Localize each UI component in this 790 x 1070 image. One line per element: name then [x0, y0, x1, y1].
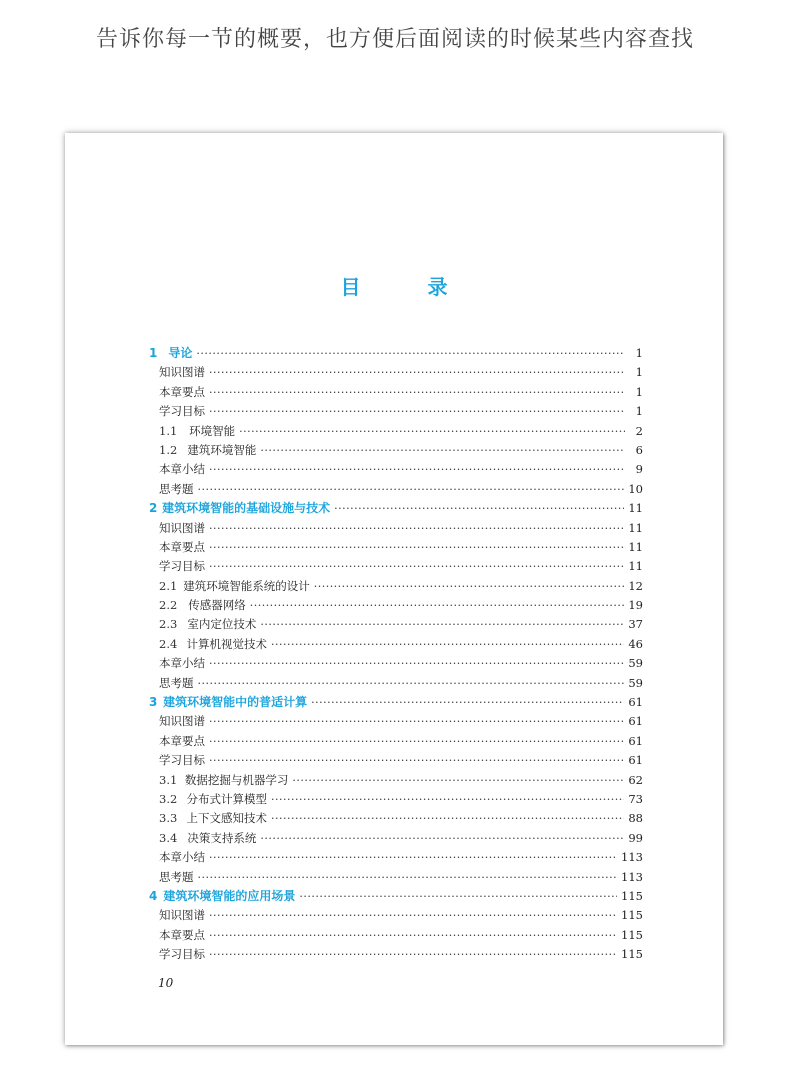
toc-entry-label: 本章要点 [159, 539, 205, 554]
toc-entry-number: 3 [149, 695, 158, 710]
toc-page-number: 1 [635, 365, 643, 380]
toc-entry-number: 3.1 [159, 772, 178, 787]
toc-page-number: 113 [621, 869, 643, 884]
toc-page-number: 115 [621, 888, 643, 903]
toc-leader-dots [260, 829, 624, 848]
toc-item-entry [149, 868, 643, 887]
toc-leader-dots [209, 383, 625, 402]
toc-entry-number: 1 [149, 346, 158, 360]
toc-leader-dots [209, 712, 624, 731]
toc-page-number: 10 [628, 481, 643, 496]
toc-entry-label: 思考题 [159, 481, 194, 496]
toc-entry-label: 建筑环境智能的基础设施与技术 [162, 501, 331, 516]
toc-entry-label: 本章小结 [159, 462, 205, 477]
toc-page-number: 46 [628, 636, 643, 651]
toc-page-number: 12 [628, 578, 643, 593]
toc-page-number: 11 [628, 559, 643, 574]
toc-section-entry [149, 596, 643, 615]
toc-leader-dots [314, 577, 625, 596]
toc-item-entry [149, 712, 643, 731]
toc-item-entry [149, 538, 643, 557]
toc-section-entry [149, 615, 643, 634]
toc-leader-dots [209, 906, 617, 925]
toc-entry-label: 建筑环境智能的应用场景 [163, 888, 296, 903]
toc-section-entry [149, 790, 643, 809]
toc-leader-dots [209, 557, 624, 576]
toc-item-entry [149, 654, 643, 673]
toc-entry-label: 传感器网络 [188, 598, 246, 613]
toc-entry-label: 知识图谱 [159, 714, 205, 729]
toc-leader-dots [209, 751, 624, 770]
toc-entry-number: 2 [149, 501, 158, 516]
toc-entry-label: 知识图谱 [159, 520, 205, 535]
toc-section-entry [149, 809, 643, 828]
toc-entry-label: 本章小结 [159, 850, 205, 865]
toc-section-entry [149, 771, 643, 790]
toc-leader-dots [271, 790, 624, 809]
toc-page-number: 73 [628, 791, 643, 806]
toc-page-number: 115 [621, 927, 643, 942]
toc-item-entry [149, 480, 643, 499]
toc-leader-dots [198, 868, 618, 887]
toc-entry-label: 本章小结 [159, 656, 205, 671]
toc-chapter-entry [149, 499, 643, 518]
book-page [65, 133, 723, 1045]
toc-leader-dots [250, 596, 625, 615]
toc-entry-label: 分布式计算模型 [186, 791, 268, 806]
toc-page-number: 61 [628, 733, 643, 748]
toc-list [149, 344, 643, 965]
toc-item-entry [149, 557, 643, 576]
caption-text: 告诉你每一节的概要，也方便后面阅读的时候某些内容查找 [95, 27, 694, 52]
toc-item-entry [149, 732, 643, 751]
toc-page-number: 1 [635, 346, 643, 360]
toc-page-number: 6 [635, 442, 643, 457]
toc-leader-dots [299, 887, 617, 906]
toc-entry-number: 1.1 [159, 423, 178, 438]
toc-page-number: 1 [635, 404, 643, 419]
toc-page-number: 37 [628, 617, 643, 632]
toc-chapter-entry [149, 887, 643, 906]
toc-entry-label: 学习目标 [159, 559, 205, 574]
toc-page-number: 1 [635, 384, 643, 399]
toc-leader-dots [209, 926, 617, 945]
toc-entry-label: 思考题 [159, 675, 194, 690]
toc-entry-label: 知识图谱 [159, 365, 205, 380]
toc-entry-label: 决策支持系统 [187, 830, 257, 845]
toc-leader-dots [271, 809, 624, 828]
toc-item-entry [149, 751, 643, 770]
toc-entry-number: 1.2 [159, 442, 178, 457]
toc-leader-dots [209, 363, 625, 382]
toc-entry-number: 3.3 [159, 811, 178, 826]
toc-entry-label: 计算机视觉技术 [186, 636, 268, 651]
toc-item-entry [149, 383, 643, 402]
toc-entry-label: 上下文感知技术 [186, 811, 268, 826]
toc-title: 目 录 [340, 275, 478, 299]
toc-chapter-entry [149, 344, 643, 363]
toc-entry-number: 2.1 [159, 578, 178, 593]
toc-page-number: 99 [628, 830, 643, 845]
toc-leader-dots [198, 480, 625, 499]
toc-entry-label: 本章要点 [159, 733, 205, 748]
toc-page-number: 115 [621, 908, 643, 923]
toc-leader-dots [209, 848, 617, 867]
toc-section-entry [149, 635, 643, 654]
toc-entry-label: 环境智能 [189, 423, 236, 438]
toc-item-entry [149, 519, 643, 538]
toc-leader-dots [209, 654, 624, 673]
toc-item-entry [149, 363, 643, 382]
toc-leader-dots [209, 402, 625, 421]
toc-leader-dots [239, 422, 625, 441]
page-folio: 10 [158, 976, 174, 990]
toc-leader-dots [209, 460, 625, 479]
toc-entry-label: 学习目标 [159, 947, 205, 962]
toc-chapter-entry [149, 693, 643, 712]
toc-item-entry [149, 674, 643, 693]
toc-entry-label: 数据挖掘与机器学习 [184, 772, 289, 787]
toc-page-number: 19 [628, 598, 643, 613]
toc-page-number: 61 [628, 714, 643, 729]
toc-entry-number: 2.4 [159, 636, 178, 651]
toc-entry-number: 3.2 [159, 791, 178, 806]
toc-leader-dots [311, 693, 624, 712]
toc-entry-number: 3.4 [159, 830, 178, 845]
toc-leader-dots [196, 344, 625, 363]
toc-entry-number: 2.2 [159, 598, 178, 613]
toc-entry-label: 建筑环境智能系统的设计 [183, 578, 310, 593]
toc-page-number: 11 [628, 520, 643, 535]
toc-entry-label: 本章要点 [159, 927, 205, 942]
toc-entry-label: 建筑环境智能 [187, 442, 257, 457]
toc-leader-dots [334, 499, 624, 518]
toc-entry-label: 学习目标 [159, 753, 205, 768]
toc-page-number: 2 [635, 423, 643, 438]
toc-page-number: 59 [628, 656, 643, 671]
toc-page-number: 115 [621, 947, 643, 962]
toc-entry-number: 4 [149, 888, 158, 903]
toc-page-number: 11 [628, 501, 643, 516]
toc-entry-label: 室内定位技术 [187, 617, 257, 632]
toc-page-number: 11 [628, 539, 643, 554]
toc-item-entry [149, 906, 643, 925]
toc-leader-dots [209, 538, 624, 557]
toc-leader-dots [260, 615, 624, 634]
toc-entry-label: 导论 [168, 346, 193, 360]
toc-page-number: 62 [628, 772, 643, 787]
toc-page-number: 88 [628, 811, 643, 826]
toc-leader-dots [209, 945, 617, 964]
toc-entry-label: 知识图谱 [159, 908, 205, 923]
toc-page-number: 9 [635, 462, 643, 477]
toc-entry-label: 建筑环境智能中的普适计算 [163, 695, 308, 710]
toc-entry-label: 思考题 [159, 869, 194, 884]
toc-leader-dots [198, 674, 625, 693]
toc-item-entry [149, 945, 643, 964]
toc-leader-dots [260, 441, 625, 460]
toc-leader-dots [209, 732, 624, 751]
toc-item-entry [149, 926, 643, 945]
toc-item-entry [149, 460, 643, 479]
toc-entry-number: 2.3 [159, 617, 178, 632]
toc-leader-dots [271, 635, 624, 654]
toc-leader-dots [292, 771, 624, 790]
toc-page-number: 61 [628, 695, 643, 710]
toc-section-entry [149, 829, 643, 848]
toc-page-number: 59 [628, 675, 643, 690]
toc-item-entry [149, 848, 643, 867]
toc-section-entry [149, 441, 643, 460]
toc-leader-dots [209, 519, 624, 538]
toc-page-number: 61 [628, 753, 643, 768]
toc-section-entry [149, 422, 643, 441]
toc-entry-label: 本章要点 [159, 384, 205, 399]
toc-section-entry [149, 577, 643, 596]
toc-item-entry [149, 402, 643, 421]
toc-page-number: 113 [621, 850, 643, 865]
toc-entry-label: 学习目标 [159, 404, 205, 419]
